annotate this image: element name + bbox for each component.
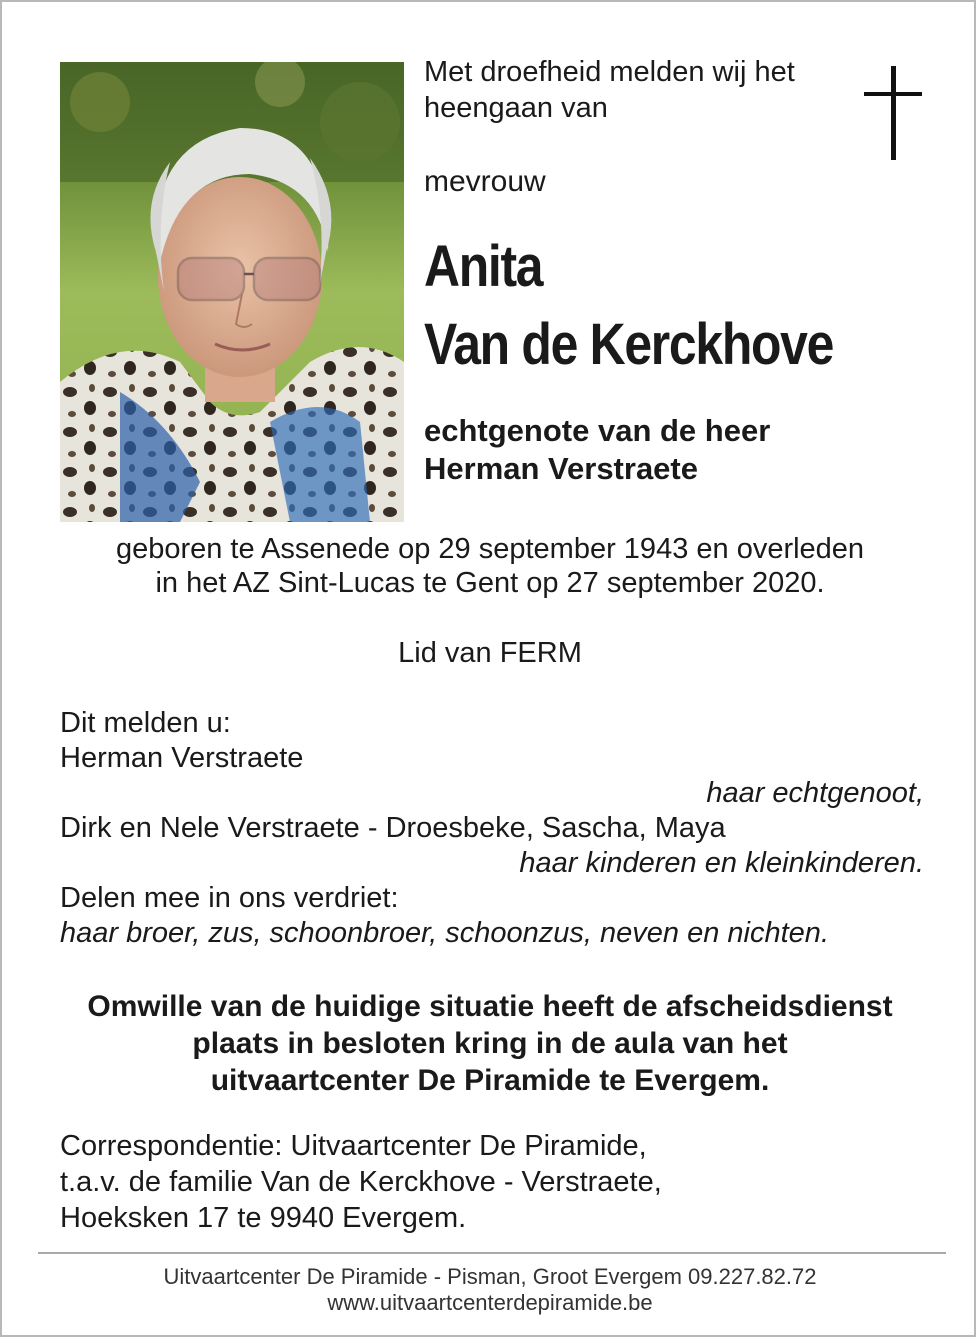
correspondence-line-2: t.a.v. de familie Van de Kerckhove - Verstraete,: [60, 1166, 662, 1198]
notice-line-2: plaats in besloten kring in de aula van het: [192, 1027, 788, 1060]
footer-company: Uitvaartcenter De Piramide - Pisman, Groot Evergem 09.227.82.72: [163, 1264, 817, 1289]
honorific: mevrouw: [424, 165, 546, 198]
footer: [2, 1264, 976, 1316]
intro-line-1: Met droefheid melden wij het: [424, 56, 795, 88]
family-list: [60, 706, 924, 951]
footer-website: www.uitvaartcenterdepiramide.be: [327, 1290, 653, 1315]
correspondence: [60, 1128, 662, 1236]
deceased-last-name: Van de Kerckhove: [424, 312, 834, 377]
family-spouse-role: haar echtgenoot,: [706, 777, 924, 809]
correspondence-line-3: Hoeksken 17 te 9940 Evergem.: [60, 1202, 467, 1234]
birth-death-details: [2, 532, 976, 600]
spouse-line: [424, 412, 944, 488]
family-spouse-name: Herman Verstraete: [60, 742, 304, 774]
cross-icon: [864, 66, 924, 167]
notice-line-1: Omwille van de huidige situatie heeft de afscheidsdienst: [87, 990, 893, 1023]
family-relatives: haar broer, zus, schoonbroer, schoonzus, neven en nichten.: [60, 917, 829, 949]
membership: Lid van FERM: [398, 637, 582, 669]
family-intro: Dit melden u:: [60, 707, 231, 739]
intro-line-2: heengaan van: [424, 92, 608, 124]
born-line-2: in het AZ Sint-Lucas te Gent op 27 september 2020.: [155, 567, 825, 599]
family-children-role: haar kinderen en kleinkinderen.: [519, 847, 924, 879]
notice-line-3: uitvaartcenter De Piramide te Evergem.: [210, 1064, 770, 1097]
family-share-intro: Delen mee in ons verdriet:: [60, 882, 399, 914]
spouse-line-2: Herman Verstraete: [424, 451, 698, 486]
born-line-1: geboren te Assenede op 29 september 1943 en overleden: [115, 533, 865, 565]
ceremony-notice: [2, 988, 976, 1099]
intro-text: [424, 54, 854, 126]
footer-divider: [38, 1252, 946, 1254]
spouse-line-1: echtgenote van de heer: [424, 413, 771, 448]
portrait-photo: [60, 62, 404, 522]
deceased-first-name: Anita: [424, 234, 543, 299]
family-children: Dirk en Nele Verstraete - Droesbeke, Sascha, Maya: [60, 812, 726, 844]
correspondence-line-1: Correspondentie: Uitvaartcenter De Piramide,: [60, 1130, 647, 1162]
